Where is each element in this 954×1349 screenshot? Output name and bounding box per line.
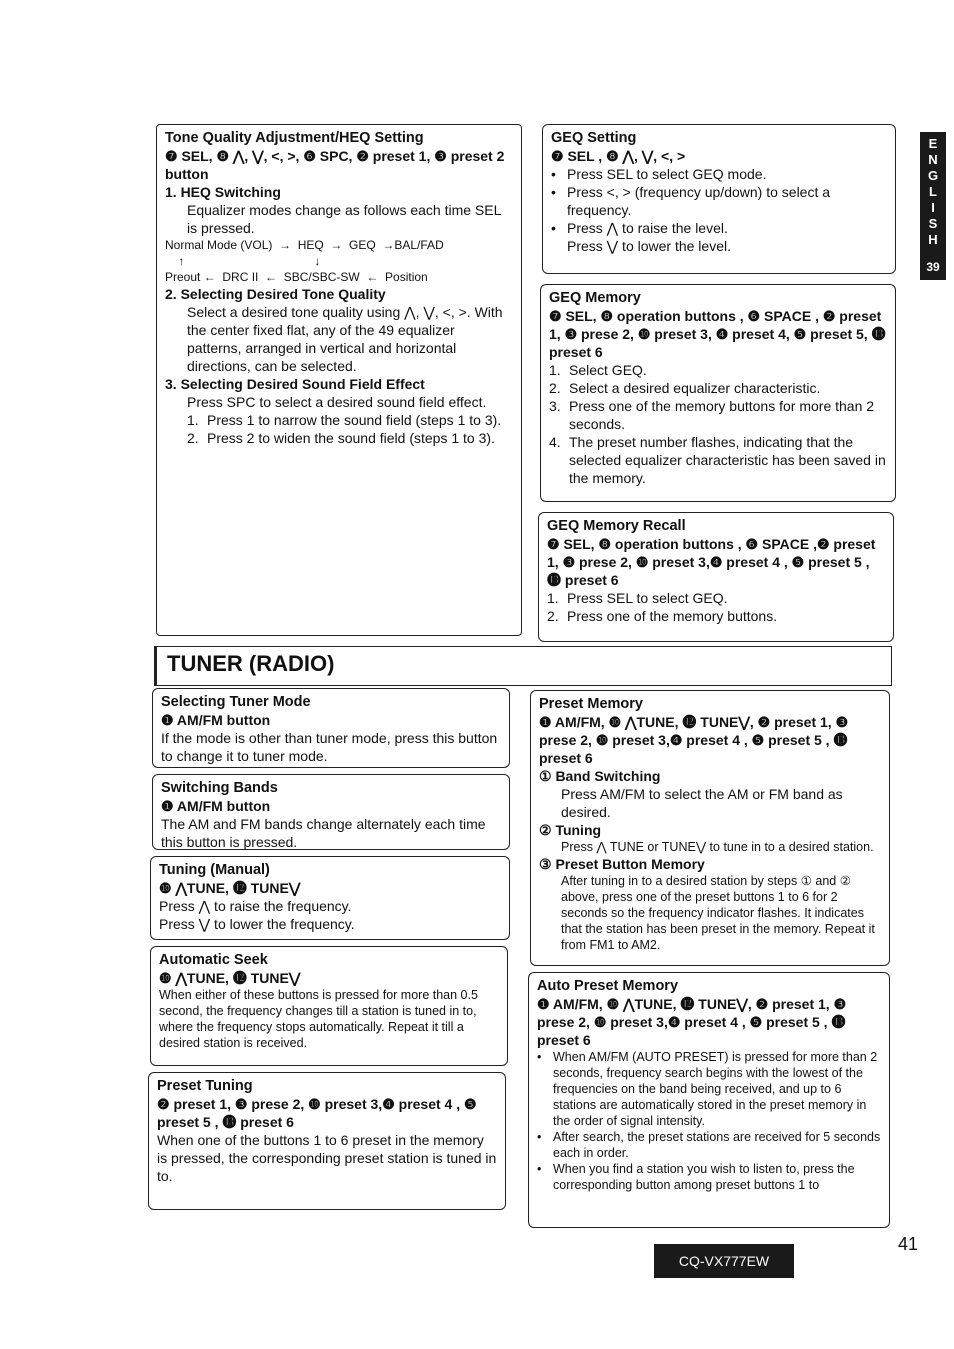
geq-recall-title: GEQ Memory Recall	[547, 518, 686, 534]
auto-preset-title: Auto Preset Memory	[537, 978, 679, 994]
geq-setting-box	[542, 124, 896, 274]
tuner-mode-text: If the mode is other than tuner mode, press this button to change it to tuner mode.	[161, 730, 498, 764]
tone-step-1: 1. Press 1 to narrow the sound field (steps 1 to 3).	[187, 412, 502, 428]
manual-line-1: Press ⋀ to raise the frequency.	[159, 898, 352, 914]
geq-memory-step-2: 2. Select a desired equalizer characteristic.	[549, 380, 821, 396]
bands-text: The AM and FM bands change alternately each time this button is pressed.	[161, 816, 486, 850]
geq-memory-step-1: 1. Select GEQ.	[549, 362, 647, 378]
tone-h2: 2. Selecting Desired Tone Quality	[165, 286, 386, 302]
preset-memory-h3: ③ Preset Button Memory	[539, 856, 705, 872]
preset-tuning-title: Preset Tuning	[157, 1078, 253, 1094]
manual-title: Tuning (Manual)	[159, 862, 270, 878]
manual-tuning-box	[150, 856, 510, 940]
seek-text: When either of these buttons is pressed for more than 0.5 second, the frequency changes till a station is tuned in to, where the frequency stops automatically. Repeat it till a desired station is received.	[159, 988, 478, 1050]
auto-preset-bullet-1: • When AM/FM (AUTO PRESET) is pressed for more than 2 seconds, frequency search begins with the lowest of the frequencies on the band being received, and up to 6 stations are automatically stored in the preset memory in the order of signal intensity.	[537, 1050, 878, 1128]
auto-preset-box	[528, 972, 890, 1228]
tone-h1: 1. HEQ Switching	[165, 184, 281, 200]
geq-memory-keys: ❼ SEL, ❽ operation buttons , ❻ SPACE , ❷ preset 1, ❸ prese 2, ❿ preset 3, ❹ preset 4, ❺ preset 5, ⓭ preset 6	[549, 308, 886, 360]
geq-memory-step-4: 4. The preset number flashes, indicating that the selected equalizer characteristic has been saved in the memory.	[549, 434, 886, 486]
geq-setting-keys: ❼ SEL , ❽ ⋀, ⋁, <, >	[551, 148, 686, 164]
geq-memory-step-3: 3. Press one of the memory buttons for more than 2 seconds.	[549, 398, 875, 432]
auto-seek-box	[150, 946, 508, 1066]
tone-flow-2: ↑ ↓	[165, 254, 321, 268]
page-number: 41	[898, 1234, 919, 1254]
seek-title: Automatic Seek	[159, 952, 268, 968]
geq-recall-step-1: 1. Press SEL to select GEQ.	[547, 590, 728, 606]
auto-preset-bullet-3: • When you find a station you wish to listen to, press the corresponding button among preset buttons 1 to	[537, 1162, 855, 1192]
preset-tuning-box	[148, 1072, 506, 1210]
tone-p2: Select a desired tone quality using ⋀, ⋁, <, >. With the center fixed flat, any of the 49 equalizer patterns, arranged in vertical and horizontal directions, can be selected.	[187, 304, 503, 374]
auto-preset-keys: ❶ AM/FM, ❿ ⋀TUNE, ⓬ TUNE⋁, ❷ preset 1, ❸ prese 2, ❿ preset 3,❹ preset 4 , ❺ preset 5 , ⓭ preset 6	[537, 996, 847, 1048]
geq-setting-bullet-1: • Press SEL to select GEQ mode.	[551, 166, 767, 182]
tone-keys: ❼ SEL, ❽ ⋀, ⋁, <, >, ❻ SPC, ❷ preset 1, ❸ preset 2 button	[165, 148, 505, 182]
language-tab-letters: E N G L I S H	[927, 136, 939, 247]
tone-step-2: 2. Press 2 to widen the sound field (steps 1 to 3).	[187, 430, 495, 446]
section-title: TUNER (RADIO)	[154, 646, 892, 686]
tone-quality-box	[156, 124, 522, 636]
model-badge: CQ-VX777EW	[654, 1244, 794, 1278]
manual-keys: ❿ ⋀TUNE, ⓬ TUNE⋁	[159, 880, 301, 896]
preset-memory-keys: ❶ AM/FM, ❿ ⋀TUNE, ⓬ TUNE⋁, ❷ preset 1, ❸ prese 2, ❿ preset 3,❹ preset 4 , ❺ preset 5 , ⓭ preset 6	[539, 714, 849, 766]
tone-p1: Equalizer modes change as follows each time SEL is pressed.	[187, 202, 501, 236]
geq-memory-title: GEQ Memory	[549, 290, 641, 306]
preset-memory-box	[530, 690, 890, 966]
preset-memory-title: Preset Memory	[539, 696, 643, 712]
tuner-mode-keys: ❶ AM/FM button	[161, 712, 271, 728]
geq-setting-title: GEQ Setting	[551, 130, 637, 146]
preset-tuning-text: When one of the buttons 1 to 6 preset in the memory is pressed, the corresponding preset station is tuned in to.	[157, 1132, 497, 1184]
geq-setting-bullet-3b: Press ⋁ to lower the level.	[567, 238, 731, 254]
geq-memory-box	[540, 284, 896, 502]
tone-h3: 3. Selecting Desired Sound Field Effect	[165, 376, 425, 392]
bands-title: Switching Bands	[161, 780, 278, 796]
geq-recall-keys: ❼ SEL, ❽ operation buttons , ❻ SPACE ,❷ preset 1, ❸ prese 2, ❿ preset 3,❹ preset 4 , ❺ preset 5 , ⓭ preset 6	[547, 536, 876, 588]
geq-setting-bullet-3: • Press ⋀ to raise the level.	[551, 220, 728, 236]
seek-keys: ❿ ⋀TUNE, ⓬ TUNE⋁	[159, 970, 301, 986]
side-page-number: 39	[920, 254, 946, 280]
preset-tuning-keys: ❷ preset 1, ❸ prese 2, ❿ preset 3,❹ preset 4 , ❺ preset 5 , ⓭ preset 6	[157, 1096, 477, 1130]
bands-box	[152, 774, 510, 850]
preset-memory-h1: ① Band Switching	[539, 768, 661, 784]
tone-flow-3: Preout ← DRC II ← SBC/SBC-SW ← Position	[165, 270, 428, 284]
geq-recall-step-2: 2. Press one of the memory buttons.	[547, 608, 778, 624]
preset-memory-p1: Press AM/FM to select the AM or FM band as desired.	[561, 786, 843, 820]
auto-preset-bullet-2: • After search, the preset stations are received for 5 seconds each in order.	[537, 1130, 881, 1160]
tone-title: Tone Quality Adjustment/HEQ Setting	[165, 130, 424, 146]
tuner-mode-title: Selecting Tuner Mode	[161, 694, 311, 710]
tuner-mode-box	[152, 688, 510, 768]
preset-memory-p3: After tuning in to a desired station by steps ① and ② above, press one of the preset buttons 1 to 6 for 2 seconds so the frequency indicator flashes. It indicates that the station has been preset in the memory. Repeat it from FM1 to AM2.	[561, 874, 875, 952]
geq-setting-bullet-2: • Press <, > (frequency up/down) to select a frequency.	[551, 184, 831, 218]
tone-p3: Press SPC to select a desired sound field effect.	[187, 394, 487, 410]
preset-memory-p2: Press ⋀ TUNE or TUNE⋁ to tune in to a desired station.	[561, 840, 874, 854]
bands-keys: ❶ AM/FM button	[161, 798, 271, 814]
manual-line-2: Press ⋁ to lower the frequency.	[159, 916, 355, 932]
tone-flow-1: Normal Mode (VOL) → HEQ → GEQ →BAL/FAD	[165, 238, 444, 252]
preset-memory-h2: ② Tuning	[539, 822, 602, 838]
geq-recall-box	[538, 512, 894, 642]
